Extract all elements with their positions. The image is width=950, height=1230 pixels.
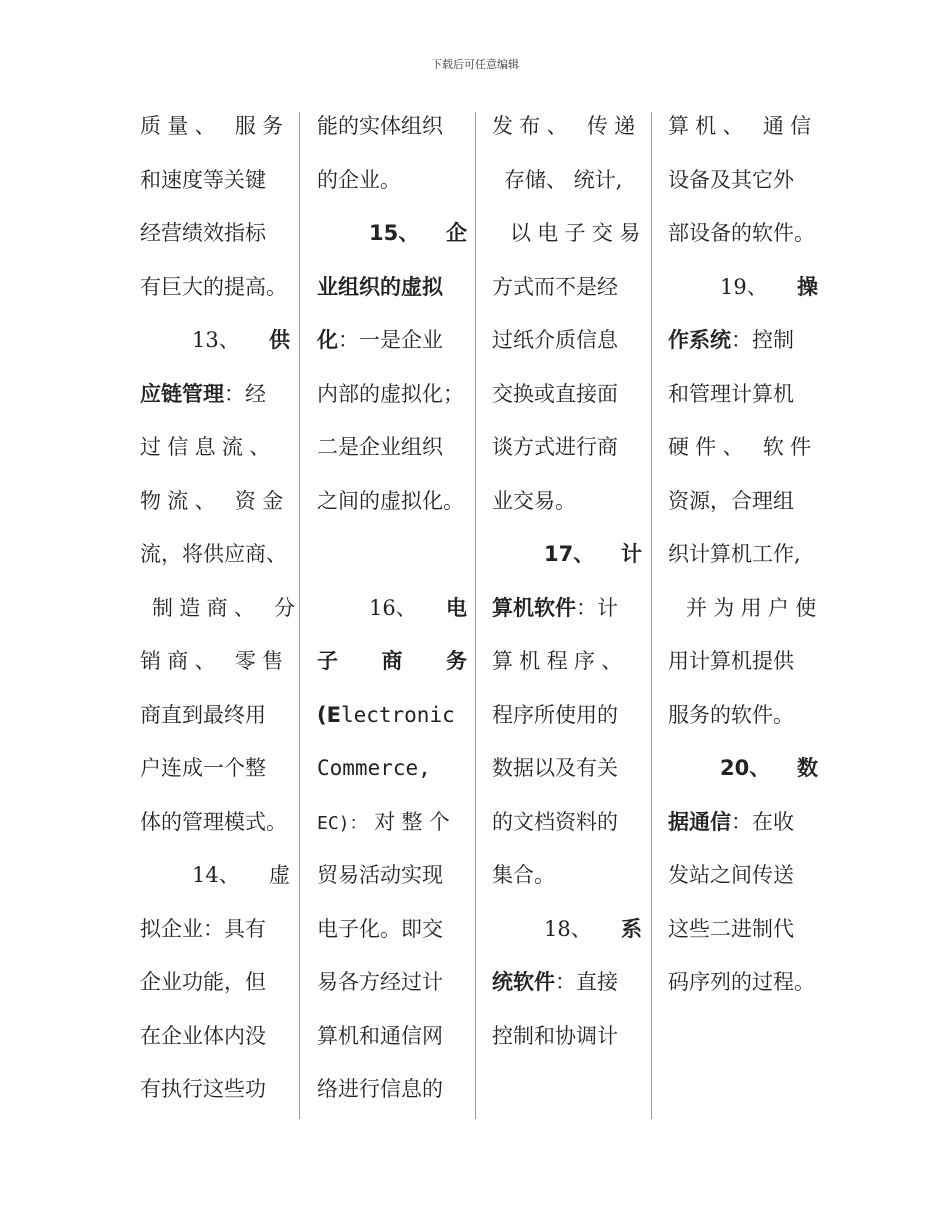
- text-line: 集合。: [492, 863, 555, 887]
- text-line: 易各方经过计: [317, 970, 443, 994]
- text-line: 控制和协调计: [492, 1023, 618, 1048]
- heading-term: 业组织的虚拟: [317, 274, 443, 299]
- text-line: 用计算机提供: [668, 649, 794, 673]
- heading-15-line: [317, 207, 467, 261]
- text-line: 流，将供应商、: [140, 542, 287, 566]
- english-term-line: [317, 796, 467, 850]
- text-line: 算机程序、: [492, 649, 629, 673]
- heading-term: 企: [446, 221, 467, 245]
- english-term: EC)：: [317, 812, 368, 834]
- text-line: 和管理计算机: [668, 381, 794, 406]
- text-line: 物流、 资金: [140, 488, 290, 513]
- text-line: 企业功能，但: [140, 970, 266, 994]
- english-term-line: Commerce,: [317, 756, 431, 780]
- text-line: 之间的虚拟化。: [317, 488, 464, 513]
- column-4: [668, 100, 823, 1010]
- heading-16-line: [317, 582, 467, 636]
- heading-18-term-line: [492, 956, 642, 1010]
- english-term: (E: [317, 702, 341, 727]
- text-line: 业交易。: [492, 488, 576, 513]
- heading-number: 13、: [192, 328, 240, 352]
- definition-text: 对整个: [374, 809, 457, 834]
- blank-line: [317, 528, 467, 582]
- heading-term: 务: [446, 649, 467, 673]
- text-line: 经营绩效指标: [140, 221, 266, 245]
- definition-text: ：经: [224, 381, 266, 406]
- text-line: 发布、 传递: [492, 114, 642, 138]
- heading-13-term-line: [140, 368, 290, 422]
- text-line: 服务的软件。: [668, 702, 794, 727]
- heading-term: 数: [797, 756, 818, 780]
- heading-term: 应链管理: [140, 381, 224, 406]
- text-line: 码序列的过程。: [668, 970, 815, 994]
- text-line: 能的实体组织: [317, 114, 443, 138]
- definition-text: ：计: [576, 595, 618, 620]
- heading-number: 14、: [192, 863, 240, 887]
- heading-term: 系: [621, 916, 642, 941]
- text-line: 谈方式进行商: [492, 435, 618, 459]
- heading-15-term-line: [317, 261, 467, 315]
- english-term: lectronic: [340, 702, 455, 727]
- heading-term: 计: [621, 542, 642, 566]
- heading-16-term-line: [317, 635, 467, 689]
- text-line: 交换或直接面: [492, 381, 618, 406]
- column-3: [492, 100, 647, 1063]
- text-line: 部设备的软件。: [668, 221, 815, 245]
- heading-term: 虚: [269, 863, 290, 887]
- text-line: 资源，合理组: [668, 488, 794, 513]
- english-term-line: [317, 689, 467, 743]
- heading-term: 电: [446, 595, 467, 620]
- text-line: 过纸介质信息: [492, 328, 618, 352]
- text-line: 的文档资料的: [492, 809, 618, 834]
- text-line: 过信息流、: [140, 435, 277, 459]
- heading-term: 作系统: [668, 328, 731, 352]
- heading-number: 15、: [369, 221, 420, 245]
- text-line: 有执行这些功: [140, 1077, 266, 1101]
- heading-14-line: [140, 849, 290, 903]
- column-divider-2: [475, 112, 476, 1119]
- heading-term: 商: [381, 649, 403, 673]
- heading-20-term-line: [668, 796, 818, 850]
- heading-term: 化: [317, 328, 338, 352]
- text-line: 质量、 服务: [140, 114, 290, 138]
- heading-term: 统软件: [492, 970, 555, 994]
- text-line: 和速度等关键: [140, 167, 266, 192]
- text-line: 贸易活动实现: [317, 863, 443, 887]
- heading-number: 18、: [544, 916, 592, 941]
- text-line: 二是企业组织: [317, 435, 443, 459]
- text-line: 算机、 通信: [668, 114, 818, 138]
- heading-17-term-line: [492, 582, 642, 636]
- text-line: 设备及其它外: [668, 167, 794, 192]
- text-line: 以电子交易: [510, 221, 647, 245]
- heading-term: 据通信: [668, 809, 731, 834]
- text-line: 存储、 统计,: [504, 167, 623, 192]
- column-1: [140, 100, 302, 1117]
- heading-20-line: [668, 742, 818, 796]
- definition-text: ：一是企业: [338, 328, 443, 352]
- text-line: 电子化。即交: [317, 916, 443, 941]
- text-line: 络进行信息的: [317, 1077, 443, 1101]
- heading-term: 算机软件: [492, 595, 576, 620]
- heading-term: 供: [269, 328, 290, 352]
- heading-term: 子: [317, 649, 338, 673]
- text-line: 销商、 零售: [140, 649, 290, 673]
- heading-number: 20、: [720, 756, 771, 780]
- text-line: 商直到最终用: [140, 702, 266, 727]
- heading-15-def-line: [317, 314, 467, 368]
- column-2: [317, 100, 467, 1117]
- text-line: 拟企业：具有: [140, 916, 266, 941]
- text-line: 方式而不是经: [492, 274, 618, 299]
- definition-text: ：控制: [731, 328, 794, 352]
- page-header: 下载后可任意编辑: [431, 58, 519, 71]
- text-line: 并为用户使: [686, 595, 823, 620]
- heading-17-line: [492, 528, 642, 582]
- text-line: 体的管理模式。: [140, 809, 287, 834]
- heading-number: 19、: [720, 274, 768, 299]
- text-line: 的企业。: [317, 167, 401, 192]
- heading-19-line: [668, 261, 818, 315]
- definition-text: ：直接: [555, 970, 618, 994]
- heading-13-line: [140, 314, 290, 368]
- text-line: 程序所使用的: [492, 702, 618, 727]
- heading-number: 16、: [369, 595, 417, 620]
- text-line: 有巨大的提高。: [140, 274, 287, 299]
- heading-19-term-line: [668, 314, 818, 368]
- text-line: 制造商、 分: [152, 595, 302, 620]
- definition-text: ：在收: [731, 809, 794, 834]
- text-line: 内部的虚拟化；: [317, 381, 464, 406]
- text-line: 在企业体内没: [140, 1023, 266, 1048]
- column-divider-3: [651, 112, 652, 1119]
- heading-term: 操: [797, 274, 818, 299]
- heading-number: 17、: [544, 542, 595, 566]
- text-line: 这些二进制代: [668, 916, 794, 941]
- text-line: 户连成一个整: [140, 756, 266, 780]
- text-line: 算机和通信网: [317, 1023, 443, 1048]
- text-line: 硬件、 软件: [668, 435, 818, 459]
- text-line: 发站之间传送: [668, 863, 794, 887]
- heading-18-line: [492, 903, 642, 957]
- text-line: 数据以及有关: [492, 756, 618, 780]
- text-line: 织计算机工作,: [668, 542, 801, 566]
